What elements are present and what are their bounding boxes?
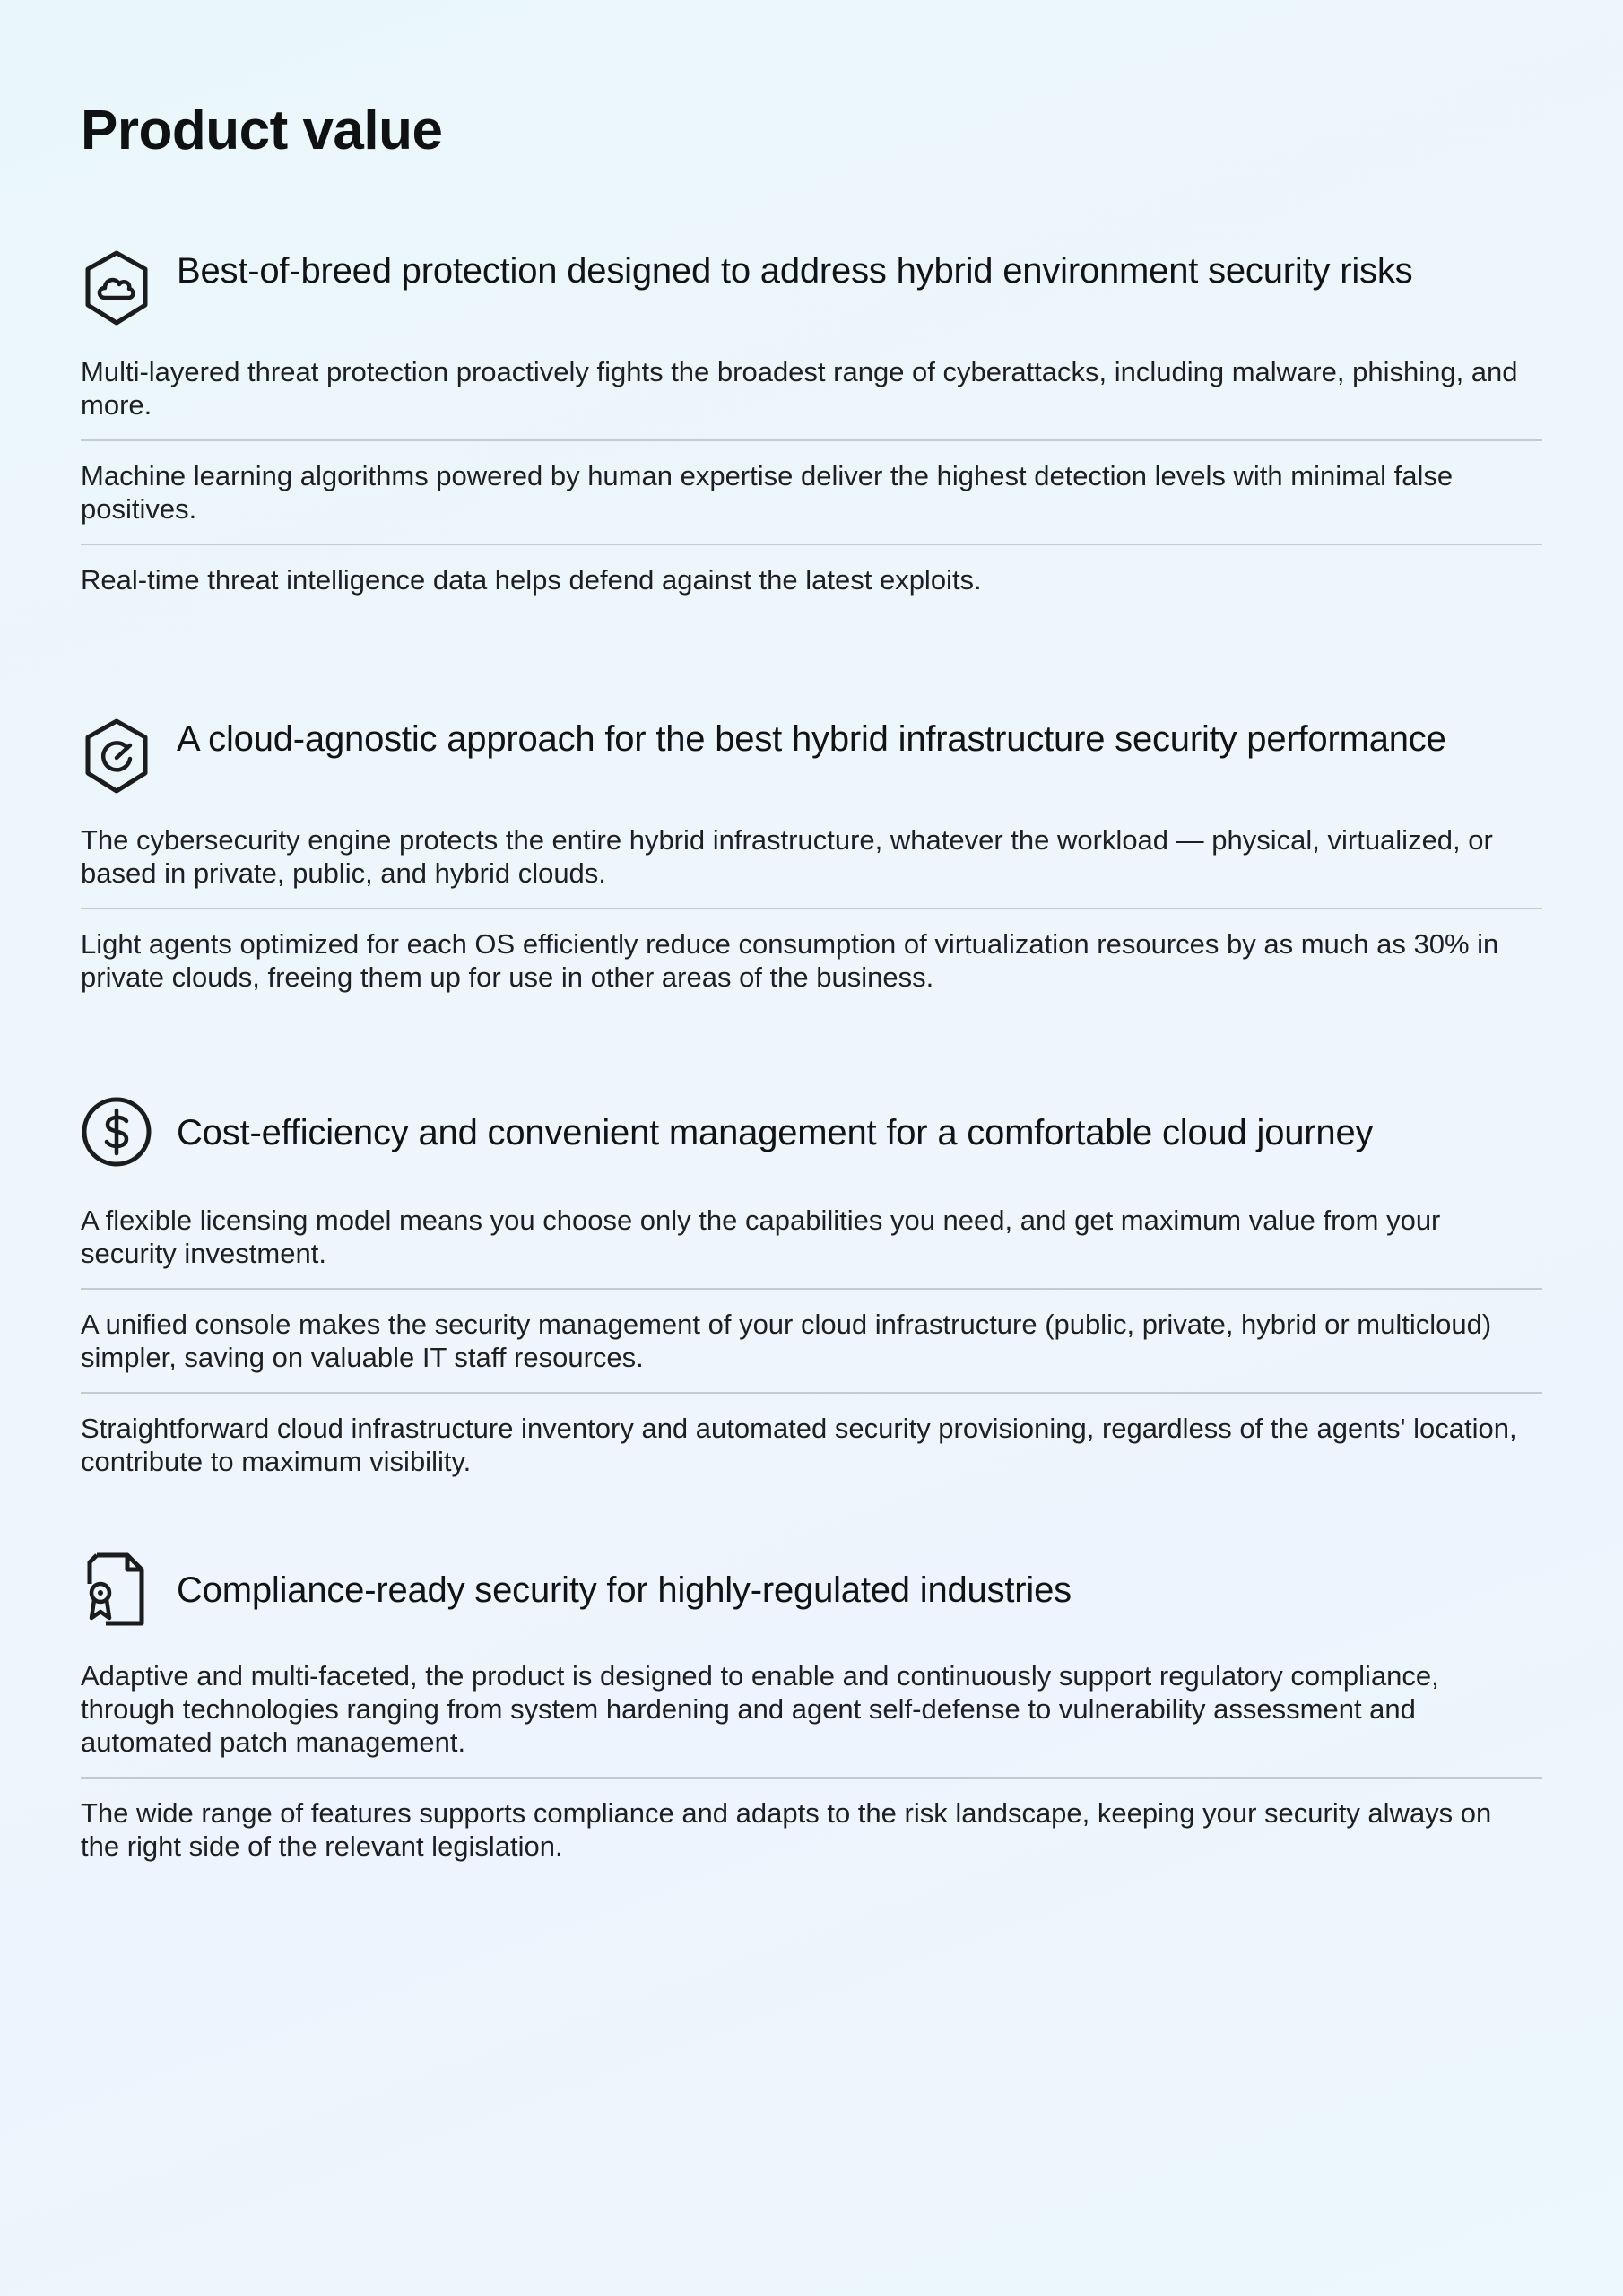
list-item: Machine learning algorithms powered by human expertise deliver the highest detection levels with minimal false positives. <box>81 459 1542 545</box>
section-title: Cost-efficiency and convenient management for a comfortable cloud journey <box>177 1113 1374 1152</box>
section-header <box>81 1552 1542 1659</box>
list-item: The cybersecurity engine protects the entire hybrid infrastructure, whatever the workload — physical, virtualized, or based in private, public, and hybrid clouds. <box>81 823 1542 909</box>
page-title: Product value <box>81 100 443 161</box>
shield-gauge-icon <box>81 716 152 796</box>
bullet-list <box>81 1659 1542 1863</box>
list-item: Real-time threat intelligence data helps defend against the latest exploits. <box>81 564 982 596</box>
section-compliance <box>81 1552 1542 1863</box>
list-item: The wide range of features supports compliance and adapts to the risk landscape, keeping your security always on the right side of the relevant legislation. <box>81 1797 1492 1862</box>
bullet-list <box>81 1204 1542 1478</box>
certificate-document-icon <box>81 1552 152 1632</box>
bullet-list <box>81 823 1542 994</box>
list-item: Straightforward cloud infrastructure inventory and automated security provisioning, regardless of the agents' location, contribute to maximum visibility. <box>81 1413 1517 1477</box>
list-item: A unified console makes the security management of your cloud infrastructure (public, private, hybrid or multicloud) simpler, saving on valuable IT staff resources. <box>81 1308 1542 1394</box>
bullet-list <box>81 355 1542 596</box>
section-cloud-agnostic <box>81 716 1542 994</box>
section-header <box>81 716 1542 823</box>
section-hybrid-protection <box>81 248 1542 596</box>
shield-cloud-icon <box>81 248 152 328</box>
list-item: Adaptive and multi-faceted, the product is designed to enable and continuously support regulatory compliance, through technologies ranging from system hardening and agent self-defense to vulnerability assessment and automated patch management. <box>81 1659 1542 1779</box>
section-header <box>81 248 1542 355</box>
section-title: Best-of-breed protection designed to address hybrid environment security risks <box>177 251 1413 291</box>
section-title: A cloud-agnostic approach for the best hybrid infrastructure security performance <box>177 719 1446 759</box>
section-cost-efficiency <box>81 1096 1542 1478</box>
section-title: Compliance-ready security for highly-regulated industries <box>177 1570 1072 1610</box>
section-header <box>81 1096 1542 1204</box>
list-item: Multi-layered threat protection proactively fights the broadest range of cyberattacks, including malware, phishing, and more. <box>81 355 1542 441</box>
list-item: Light agents optimized for each OS efficiently reduce consumption of virtualization resources by as much as 30% in private clouds, freeing them up for use in other areas of the business. <box>81 928 1499 993</box>
dollar-circle-icon <box>81 1096 152 1177</box>
list-item: A flexible licensing model means you choose only the capabilities you need, and get maximum value from your security investment. <box>81 1204 1542 1290</box>
